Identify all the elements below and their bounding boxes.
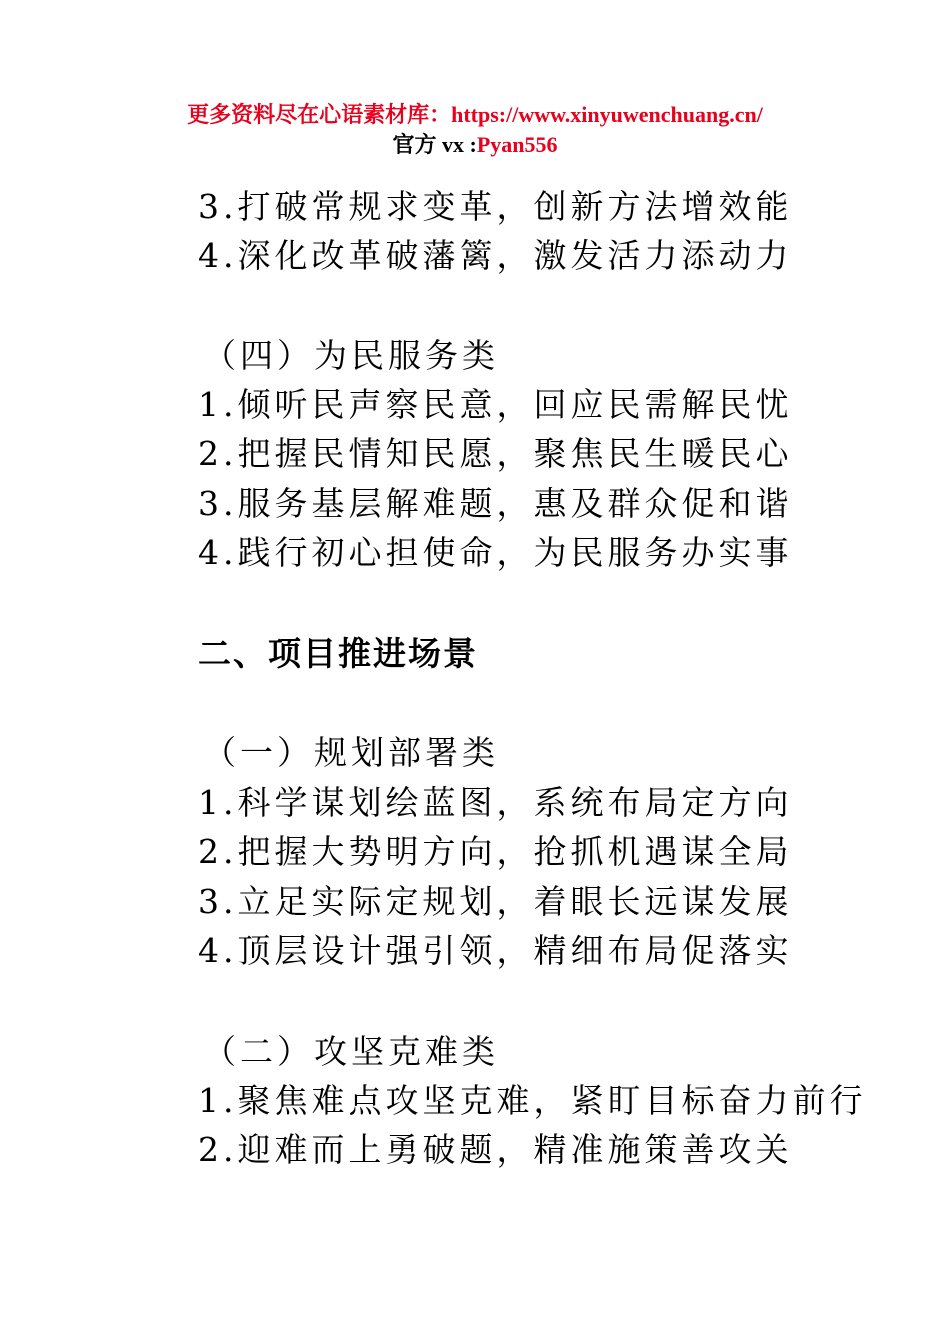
header-promo-line xyxy=(0,98,950,129)
list-item: 4.深化改革破藩篱，激发活力添动力 xyxy=(198,236,793,275)
list-item: 3.立足实际定规划，着眼长远谋发展 xyxy=(198,882,793,921)
list-item: 4.顶层设计强引领，精细布局促落实 xyxy=(198,931,793,970)
section-heading: 二、项目推进场景 xyxy=(198,634,478,673)
section-subheading: （二）攻坚克难类 xyxy=(203,1032,499,1071)
list-item: 4.践行初心担使命，为民服务办实事 xyxy=(198,533,793,572)
list-item: 2.迎难而上勇破题，精准施策善攻关 xyxy=(198,1130,793,1169)
header-contact-line xyxy=(0,128,950,159)
section-subheading: （一）规划部署类 xyxy=(203,733,499,772)
contact-label: 官方 vx : xyxy=(392,132,477,157)
list-item: 3.服务基层解难题，惠及群众促和谐 xyxy=(198,484,793,523)
promo-text: 更多资料尽在心语素材库： xyxy=(187,102,452,127)
section-subheading: （四）为民服务类 xyxy=(203,336,499,375)
list-item: 2.把握民情知民愿，聚焦民生暖民心 xyxy=(198,434,793,473)
list-item: 1.科学谋划绘蓝图，系统布局定方向 xyxy=(198,783,793,822)
promo-url-link[interactable]: https://www.xinyuwenchuang.cn/ xyxy=(451,102,763,127)
list-item: 1.倾听民声察民意，回应民需解民忧 xyxy=(198,385,793,424)
list-item: 3.打破常规求变革，创新方法增效能 xyxy=(198,187,793,226)
contact-id: Pyan556 xyxy=(476,132,558,157)
list-item: 1.聚焦难点攻坚克难，紧盯目标奋力前行 xyxy=(198,1081,867,1120)
list-item: 2.把握大势明方向，抢抓机遇谋全局 xyxy=(198,832,793,871)
